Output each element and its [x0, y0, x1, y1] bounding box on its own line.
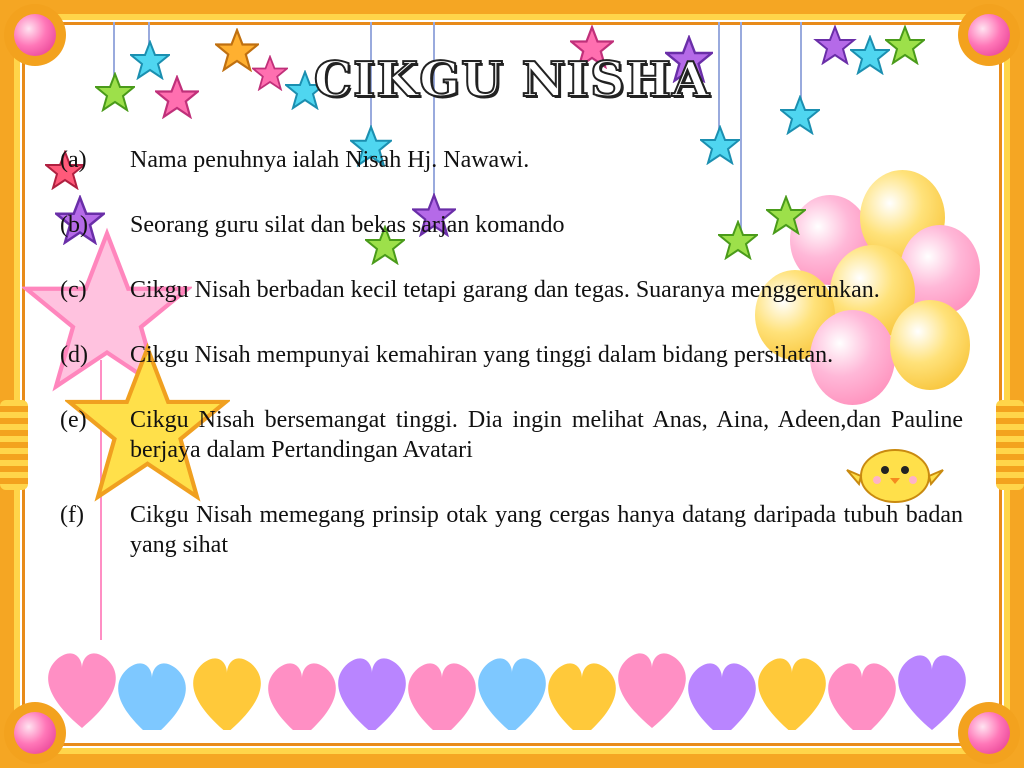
item-text: Seorang guru silat dan bekas sarjan komando: [130, 212, 565, 238]
item-text: Cikgu Nisah mempunyai kemahiran yang tinggi dalam bidang persilatan.: [130, 342, 834, 368]
list-item: [60, 275, 963, 305]
item-text: Cikgu Nisah memegang prinsip otak yang cergas hanya datang daripada tubuh badan yang sihat: [130, 502, 963, 558]
item-text: Cikgu Nisah bersemangat tinggi. Dia ingin melihat Anas, Aina, Adeen,dan Pauline berjaya dalam Pertandingan Avatari: [130, 407, 963, 463]
list-item: [60, 500, 963, 560]
side-ornament-left: [0, 400, 28, 490]
item-label: (a): [60, 147, 87, 173]
heart-icon: [828, 663, 896, 730]
heart-icon: [758, 658, 826, 730]
page-title: CIKGU NISHA: [313, 52, 711, 108]
item-text: Nama penuhnya ialah Nisah Hj. Nawawi.: [130, 147, 530, 173]
item-text: Cikgu Nisah berbadan kecil tetapi garang dan tegas. Suaranya menggerunkan.: [130, 277, 880, 303]
list-item: [60, 145, 963, 175]
content-list: [60, 145, 963, 595]
item-label: (d): [60, 342, 88, 368]
heart-icon: [48, 653, 116, 728]
item-label: (f): [60, 502, 84, 528]
heart-icon: [193, 658, 261, 730]
item-label: (b): [60, 212, 88, 238]
hearts-border: [40, 630, 990, 730]
heart-icon: [688, 663, 756, 730]
item-label: (c): [60, 277, 87, 303]
heart-icon: [118, 663, 186, 730]
heart-icon: [618, 653, 686, 728]
side-ornament-right: [996, 400, 1024, 490]
heart-icon: [898, 655, 966, 730]
heart-icon: [268, 663, 336, 730]
heart-icon: [548, 663, 616, 730]
heart-icon: [478, 658, 546, 730]
list-item: [60, 405, 963, 465]
list-item: [60, 210, 963, 240]
heart-icon: [408, 663, 476, 730]
list-item: [60, 340, 963, 370]
heart-icon: [338, 658, 406, 730]
item-label: (e): [60, 407, 87, 433]
